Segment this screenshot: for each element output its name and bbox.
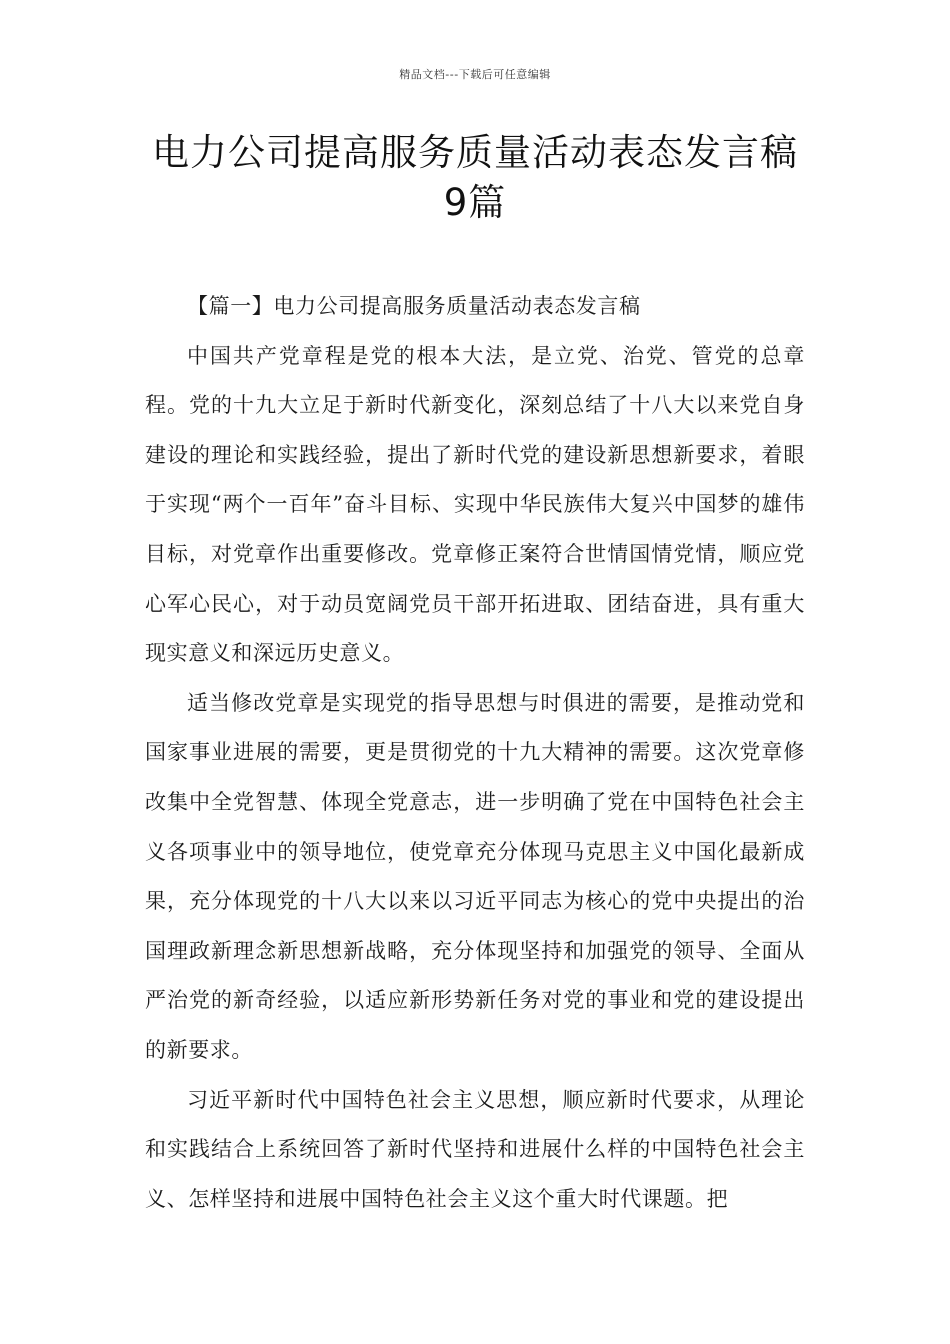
document-title [120, 128, 830, 228]
section-heading: 【篇一】电力公司提高服务质量活动表态发言稿 [187, 294, 641, 318]
document-title-line-1: 电力公司提高服务质量活动表态发言稿 [152, 131, 798, 174]
body-paragraph-1: 中国共产党章程是党的根本大法，是立党、治党、管党的总章程。党的十九大立足于新时代新变化，深刻总结了十八大以来党自身建设的理论和实践经验，提出了新时代党的建设新思想新要求，着眼于实现“两个一百年”奋斗目标、实现中华民族伟大复兴中国梦的雄伟目标，对党章作出重要修改。党章修正案符合世情国情党情，顺应党心军心民心，对于动员宽阔党员干部开拓进取、团结奋进，具有重大现实意义和深远历史意义。 [145, 343, 805, 666]
header-note: 精品文档---下载后可任意编辑 [399, 68, 551, 81]
document-body [145, 282, 805, 1224]
body-paragraph-2: 适当修改党章是实现党的指导思想与时俱进的需要，是推动党和国家事业进展的需要，更是贯彻党的十九大精神的需要。这次党章修改集中全党智慧、体现全党意志，进一步明确了党在中国特色社会主义各项事业中的领导地位，使党章充分体现马克思主义中国化最新成果，充分体现党的十八大以来以习近平同志为核心的党中央提出的治国理政新理念新思想新战略，充分体现坚持和加强党的领导、全面从严治党的新奇经验，以适应新形势新任务对党的事业和党的建设提出的新要求。 [145, 690, 805, 1062]
document-title-line-2: 9篇 [443, 181, 507, 224]
body-paragraph-3: 习近平新时代中国特色社会主义思想，顺应新时代要求，从理论和实践结合上系统回答了新时代坚持和进展什么样的中国特色社会主义、怎样坚持和进展中国特色社会主义这个重大时代课题。把 [145, 1087, 805, 1211]
